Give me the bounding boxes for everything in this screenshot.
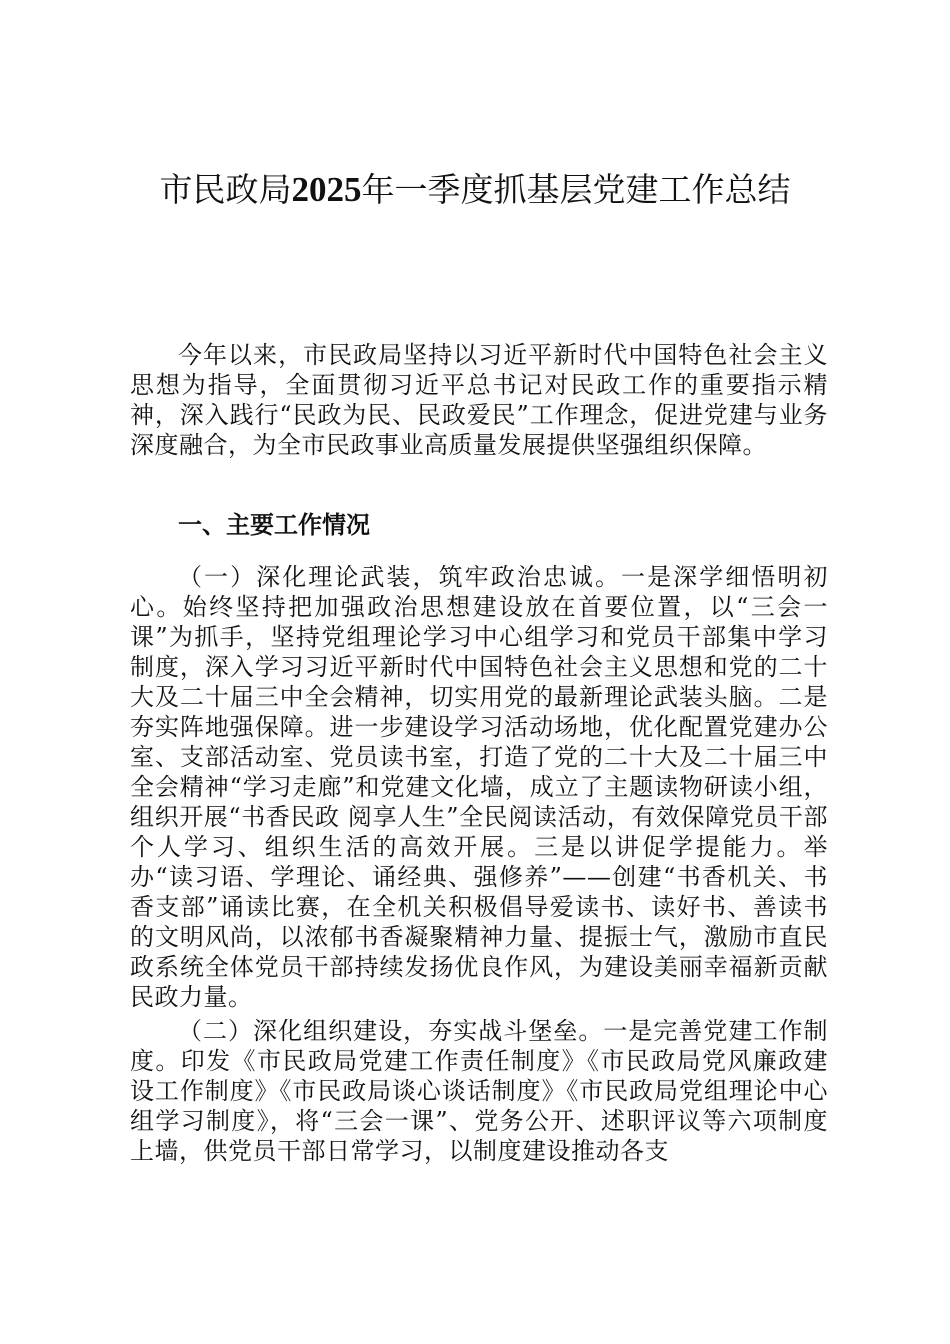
title-suffix: 年一季度抓基层党建工作总结 bbox=[361, 170, 791, 209]
page-title bbox=[0, 166, 950, 214]
paragraph-part-2: （二）深化组织建设，夯实战斗堡垒。一是完善党建工作制度。印发《市民政局党建工作责任制度》《市民政局党风廉政建设工作制度》《市民政局谈心谈话制度》《市民政局党组理论中心组学习制度》，将“三会一课”、党务公开、述职评议等六项制度上墙，供党员干部日常学习，以制度建设推动各支 bbox=[130, 1017, 828, 1165]
paragraph-part-1: （一）深化理论武装，筑牢政治忠诚。一是深学细悟明初心。始终坚持把加强政治思想建设放在首要位置，以“三会一课”为抓手，坚持党组理论学习中心组学习和党员干部集中学习制度，深入学习习近平新时代中国特色社会主义思想和党的二十大及二十届三中全会精神，切实用党的最新理论武装头脑。二是夯实阵地强保障。进一步建设学习活动场地，优化配置党建办公室、支部活动室、党员读书室，打造了党的二十大及二十届三中全会精神“学习走廊”和党建文化墙，成立了主题读物研读小组，组织开展“书香民政 阅享人生”全民阅读活动，有效保障党员干部个人学习、组织生活的高效开展。三是以讲促学提能力。举办“读习语、学理论、诵经典、强修养”——创建“书香机关、书香支部”诵读比赛，在全机关积极倡导爱读书、读好书、善读书的文明风尚，以浓郁书香凝聚精神力量、提振士气，激励市直民政系统全体党员干部持续发扬优良作风，为建设美丽幸福新贡献民政力量。 bbox=[130, 563, 828, 1011]
title-year: 2025 bbox=[291, 170, 362, 209]
section-heading-1: 一、主要工作情况 bbox=[178, 511, 370, 539]
title-prefix: 市民政局 bbox=[159, 170, 292, 209]
intro-paragraph: 今年以来，市民政局坚持以习近平新时代中国特色社会主义思想为指导，全面贯彻习近平总书记对民政工作的重要指示精神，深入践行“民政为民、民政爱民”工作理念，促进党建与业务深度融合，为全市民政事业高质量发展提供坚强组织保障。 bbox=[130, 341, 828, 459]
